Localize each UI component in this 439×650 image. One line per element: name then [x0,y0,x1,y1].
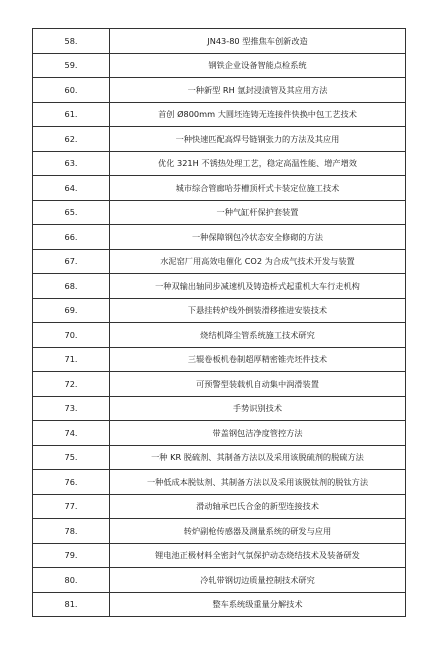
table-row [33,298,406,323]
project-title: 冷轧带钢切边质量控制技术研究 [110,568,406,593]
row-number: 58. [33,29,110,54]
row-number: 61. [33,102,110,127]
table-row [33,445,406,470]
project-title: 一种保障钢包冷状态安全修砌的方法 [110,225,406,250]
table-row [33,592,406,617]
project-title: 一种快速匹配高焊号链钢张力的方法及其应用 [110,127,406,152]
table-row [33,151,406,176]
row-number: 76. [33,470,110,495]
row-number: 67. [33,249,110,274]
table-row [33,519,406,544]
table-row [33,347,406,372]
row-number: 60. [33,78,110,103]
project-title: 水泥窑厂用高效电催化 CO2 为合成气技术开发与装置 [110,249,406,274]
row-number: 69. [33,298,110,323]
row-number: 77. [33,494,110,519]
project-title: 烧结机降尘管系统施工技术研究 [110,323,406,348]
project-title: 优化 321H 不锈热处理工艺，稳定高温性能、增产增效 [110,151,406,176]
table-row [33,396,406,421]
row-number: 70. [33,323,110,348]
table-row [33,543,406,568]
table-row [33,274,406,299]
table-row [33,225,406,250]
project-title: 下悬挂转炉线外倒装滑移推进安装技术 [110,298,406,323]
row-number: 64. [33,176,110,201]
table-row [33,127,406,152]
project-title: 转炉副枪传感器及测量系统的研发与应用 [110,519,406,544]
project-title: 三辊卷板机卷制超厚精密锥壳坯件技术 [110,347,406,372]
row-number: 65. [33,200,110,225]
project-title: 一种低成本脱钛剂、其制备方法以及采用该脱钛剂的脱钛方法 [110,470,406,495]
table-row [33,421,406,446]
table-row [33,372,406,397]
row-number: 71. [33,347,110,372]
table-row [33,176,406,201]
row-number: 66. [33,225,110,250]
table-row [33,323,406,348]
row-number: 78. [33,519,110,544]
table-row [33,470,406,495]
project-title: 一种气缸杆保护套装置 [110,200,406,225]
project-title: 锂电池正极材料全密封气氛保护动态烧结技术及装备研发 [110,543,406,568]
row-number: 59. [33,53,110,78]
project-title: 滑动轴承巴氏合金的新型连接技术 [110,494,406,519]
table-body [33,29,406,617]
project-title: 带盖钢包洁净度管控方法 [110,421,406,446]
table-row [33,568,406,593]
project-title: 整车系统级重量分解技术 [110,592,406,617]
table-row [33,78,406,103]
table-row [33,494,406,519]
project-title: 一种双输出轴同步减速机及铸造桥式起重机大车行走机构 [110,274,406,299]
row-number: 74. [33,421,110,446]
project-title: 可预警型装载机自动集中润滑装置 [110,372,406,397]
table-row [33,249,406,274]
row-number: 79. [33,543,110,568]
project-title: 城市综合管廊哈芬槽顶杆式卡装定位施工技术 [110,176,406,201]
projects-table [32,28,406,617]
row-number: 75. [33,445,110,470]
row-number: 63. [33,151,110,176]
row-number: 62. [33,127,110,152]
project-title: 钢铁企业设备智能点检系统 [110,53,406,78]
project-title: 首创 Ø800mm 大圆坯连铸无连接件快换中包工艺技术 [110,102,406,127]
table-row [33,102,406,127]
row-number: 81. [33,592,110,617]
project-title: 手势识别技术 [110,396,406,421]
project-title: JN43-80 型推焦车创新改造 [110,29,406,54]
row-number: 73. [33,396,110,421]
table-row [33,200,406,225]
project-title: 一种 KR 脱硫剂、其制备方法以及采用该脱硫剂的脱硫方法 [110,445,406,470]
row-number: 80. [33,568,110,593]
project-title: 一种新型 RH 氩封浸渍管及其应用方法 [110,78,406,103]
table-row [33,53,406,78]
row-number: 68. [33,274,110,299]
table-row [33,29,406,54]
row-number: 72. [33,372,110,397]
